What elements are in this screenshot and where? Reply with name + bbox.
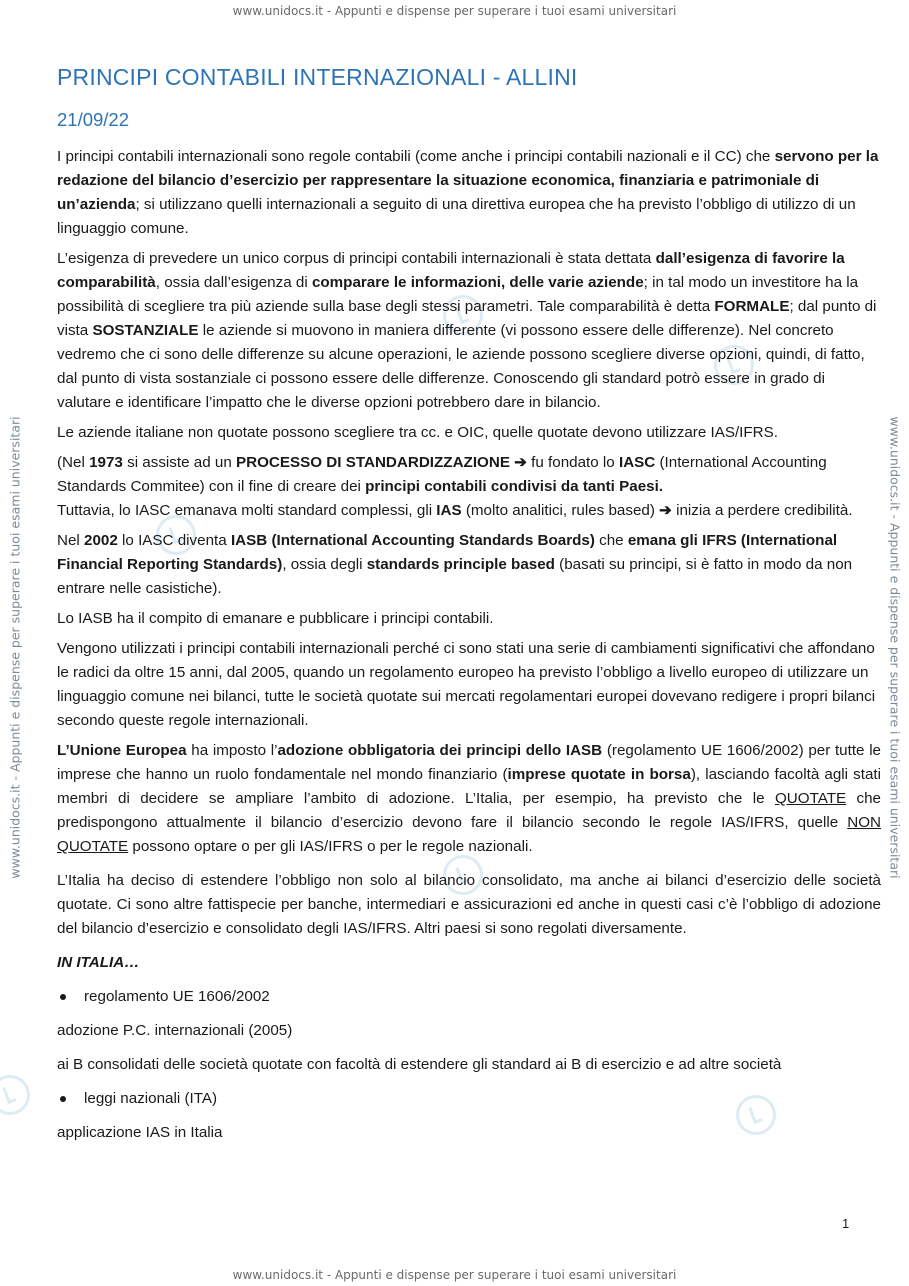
paragraph: I principi contabili internazionali sono regole contabili (come anche i principi contabili nazionali e il CC) che servono per la redazione del bilancio d’esercizio per rappresentare la situazione economica, finanziaria e patrimoniale di un’azienda; si utilizzano quelli internazionali a seguito di una direttiva europea che ha previsto l’obbligo di utilizzo di un linguaggio comune. — [57, 148, 879, 237]
section-heading: IN ITALIA… — [57, 954, 140, 971]
paragraph: L’Italia ha deciso di estendere l’obbligo non solo al bilancio consolidato, ma anche ai bilanci d’esercizio delle società quotate. Ci sono altre fattispecie per banche, intermediari e assicurazioni ed anche in questi casi c’è l’obbligo di adozione del bilancio d’esercizio e consolidato degli IAS/IFRS. Altri paesi si sono regolati diversamente. — [57, 872, 881, 937]
paragraph: Nel 2002 lo IASC diventa IASB (International Accounting Standards Boards) che emana gli IFRS (International Financial Reporting Standards), ossia degli standards principle based (basati su principi, si è fatto in modo da non entrare nelle casistiche). — [57, 532, 853, 597]
bullet-icon — [60, 1096, 66, 1102]
watermark-logo-icon — [0, 1075, 30, 1115]
watermark-top: www.unidocs.it - Appunti e dispense per superare i tuoi esami universitari — [232, 4, 677, 18]
paragraph: adozione P.C. internazionali (2005) — [57, 1022, 293, 1039]
watermark-right: www.unidocs.it - Appunti e dispense per superare i tuoi esami universitari — [887, 416, 903, 879]
watermark-left: www.unidocs.it - Appunti e dispense per superare i tuoi esami universitari — [7, 416, 23, 879]
paragraph: Vengono utilizzati i principi contabili internazionali perché ci sono stati una serie di cambiamenti significativi che affondano le radici da oltre 15 anni, dal 2005, quando un regolamento europeo ha previsto l’obbligo a livello europeo di utilizzare un linguaggio comune nei bilanci, tutte le società quotate sui mercati regolamentari europei dovevano redigere i propri bilanci secondo queste regole internazionali. — [57, 640, 876, 729]
paragraph: (Nel 1973 si assiste ad un PROCESSO DI STANDARDIZZAZIONE ➔ fu fondato lo IASC (International Accounting Standards Commitee) con il fine di creare dei principi contabili condivisi da tanti Paesi. — [57, 454, 827, 495]
paragraph: L’Unione Europea ha imposto l’adozione obbligatoria dei principi dello IASB (regolamento UE 1606/2002) per tutte le imprese che hanno un ruolo fondamentale nel mondo finanziario (imprese quotate in borsa), lasciando facoltà agli stati membri di decidere se ampliare l’ambito di adozione. L’Italia, per esempio, ha previsto che le QUOTATE che predispongono attualmente il bilancio d’esercizio devono fare il bilancio secondo le regole IAS/IFRS, quelle NON QUOTATE possono optare o per gli IAS/IFRS o per le regole nazionali. — [57, 742, 882, 855]
paragraph: applicazione IAS in Italia — [57, 1124, 223, 1141]
arrow-right-icon: ➔ — [659, 502, 672, 519]
page-title: PRINCIPI CONTABILI INTERNAZIONALI - ALLINI — [57, 64, 578, 90]
document-date: 21/09/22 — [57, 109, 130, 130]
paragraph: L’esigenza di prevedere un unico corpus di principi contabili internazionali è stata dettata dall’esigenza di favorire la comparabilità, ossia dall’esigenza di comparare le informazioni, delle varie aziende; in tal modo un investitore ha la possibilità di scegliere tra più aziende sulla base degli stessi parametri. Tale comparabilità è detta FORMALE; dal punto di vista SOSTANZIALE le aziende si muovono in maniera differente (vi possono essere delle differenze). Nel concreto vedremo che ci sono delle differenze su alcune operazioni, le aziende possono scegliere diverse opzioni, quindi, di fatto, dal punto di vista sostanziale ci possono essere delle differenze. Conoscendo gli standard potrò essere in grado di valutare e identificare l’impatto che le diverse opzioni potrebbero dare in bilancio. — [57, 250, 877, 411]
paragraph: ai B consolidati delle società quotate con facoltà di estendere gli standard ai B di esercizio e ad altre società — [57, 1056, 782, 1073]
paragraph: Lo IASB ha il compito di emanare e pubblicare i principi contabili. — [57, 610, 494, 627]
watermark-bottom: www.unidocs.it - Appunti e dispense per superare i tuoi esami universitari — [232, 1268, 677, 1282]
page-number: 1 — [842, 1216, 850, 1231]
paragraph: Le aziende italiane non quotate possono scegliere tra cc. e OIC, quelle quotate devono utilizzare IAS/IFRS. — [57, 424, 778, 441]
list-item: regolamento UE 1606/2002 — [57, 985, 881, 1009]
list-item: leggi nazionali (ITA) — [57, 1087, 881, 1111]
bullet-icon — [60, 994, 66, 1000]
paragraph: Tuttavia, lo IASC emanava molti standard complessi, gli IAS (molto analitici, rules based) ➔ inizia a perdere credibilità. — [57, 502, 853, 519]
document-body — [57, 145, 881, 1151]
arrow-right-icon: ➔ — [514, 454, 527, 471]
